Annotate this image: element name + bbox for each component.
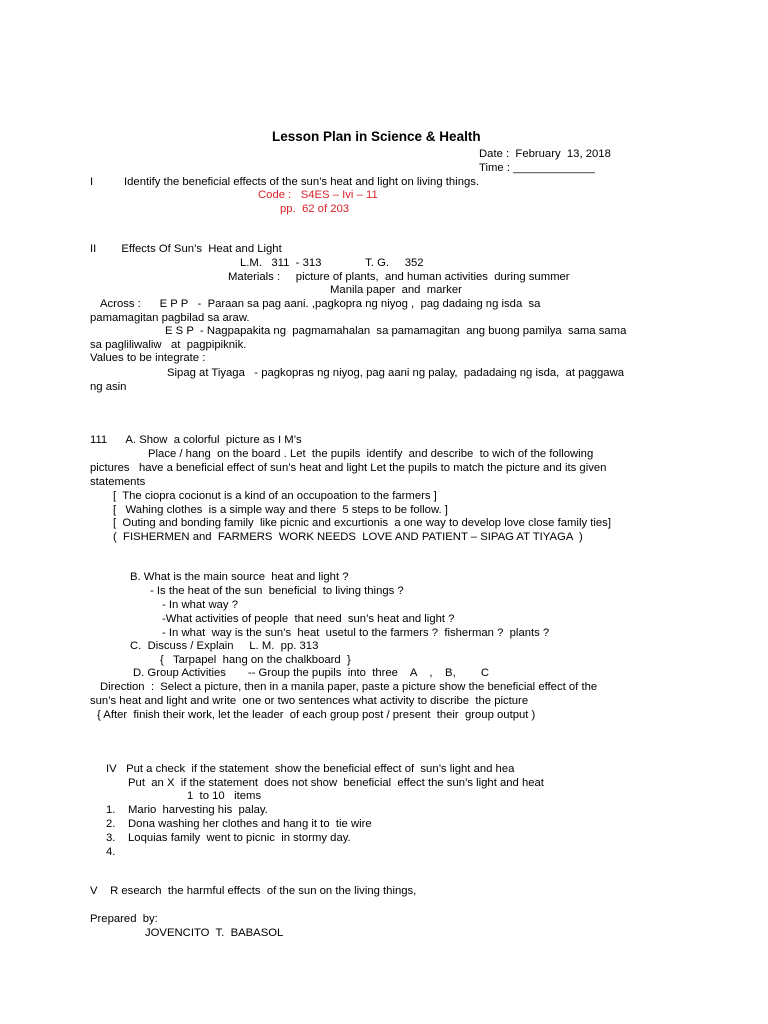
date-line: Date : February 13, 2018: [479, 148, 611, 160]
section-iii-c-heading: C. Discuss / Explain L. M. pp. 313: [130, 640, 319, 652]
section-iv-line: Put an X if the statement does not show beneficial effect the sun’s light and heat: [128, 777, 544, 789]
prepared-by-name: JOVENCITO T. BABASOL: [145, 927, 284, 939]
time-line: Time : _____________: [479, 162, 595, 174]
section-iii-a-line: statements: [90, 476, 146, 488]
section-iii-c-line: { Tarpapel hang on the chalkboard }: [160, 654, 351, 666]
question-item: - In what way is the sun’s heat usetul to the farmers ? fisherman ? plants ?: [162, 627, 550, 639]
statement-item: [ The ciopra cocionut is a kind of an occupoation to the farmers ]: [113, 490, 437, 502]
question-item: - Is the heat of the sun beneficial to living things ?: [150, 585, 404, 597]
document-title: Lesson Plan in Science & Health: [272, 129, 481, 144]
question-item: - In what way ?: [162, 599, 238, 611]
question-item: -What activities of people that need sun’s heat and light ?: [162, 613, 455, 625]
direction-line: { After finish their work, let the leader of each group post / present their group output ): [97, 709, 536, 721]
values-line: Sipag at Tiyaga - pagkopras ng niyog, pag aani ng palay, padadaing ng isda, at paggawa: [167, 367, 625, 379]
values-line-2: ng asin: [90, 381, 127, 393]
test-item-text: Loquias family went to picnic in stormy day.: [128, 832, 351, 844]
test-item-number: 1.: [106, 804, 116, 816]
section-ii-heading: II Effects Of Sun’s Heat and Light: [90, 243, 282, 255]
test-item-number: 4.: [106, 846, 116, 858]
test-item-text: Dona washing her clothes and hang it to tie wire: [128, 818, 372, 830]
across-esp-line-2: sa pagliliwaliw at pagpipiknik.: [90, 339, 247, 351]
curriculum-code: Code : S4ES – Ivi – 11: [258, 189, 378, 201]
section-iii-a-heading: 111 A. Show a colorful picture as I M’s: [90, 434, 302, 446]
statement-item: [ Wahing clothes is a simple way and there 5 steps to be follow. ]: [113, 504, 448, 516]
section-iv-line: IV Put a check if the statement show the beneficial effect of sun’s light and hea: [106, 763, 515, 775]
direction-line: Direction : Select a picture, then in a manila paper, paste a picture show the beneficial effect of the: [100, 681, 598, 693]
statement-item: [ Outing and bonding family like picnic and excurtionis a one way to develop love close family ties]: [113, 517, 611, 529]
test-item-text: Mario harvesting his palay.: [128, 804, 268, 816]
test-item-number: 3.: [106, 832, 116, 844]
direction-line: sun’s heat and light and write one or two sentences what activity to discribe the picture: [90, 695, 529, 707]
across-esp-line: E S P - Nagpapakita ng pagmamahalan sa pamamagitan ang buong pamilya sama sama: [165, 325, 627, 337]
section-v-line: V R esearch the harmful effects of the sun on the living things,: [90, 885, 417, 897]
section-iv-line: 1 to 10 items: [187, 790, 262, 802]
reference-pages: L.M. 311 - 313 T. G. 352: [240, 257, 424, 269]
section-iii-d-heading: D. Group Activities -- Group the pupils into three A , B, C: [133, 667, 489, 679]
prepared-by-label: Prepared by:: [90, 913, 158, 925]
section-iii-a-line: Place / hang on the board . Let the pupils identify and describe to wich of the following: [148, 448, 594, 460]
objective-text: Identify the beneficial effects of the sun’s heat and light on living things.: [124, 176, 480, 188]
section-iii-b-heading: B. What is the main source heat and light ?: [130, 571, 349, 583]
section-iii-a-line: pictures have a beneficial effect of sun’s heat and light Let the pupils to match the picture and its given: [90, 462, 607, 474]
curriculum-pages: pp. 62 of 203: [280, 203, 350, 215]
statement-item: ( FISHERMEN and FARMERS WORK NEEDS LOVE AND PATIENT – SIPAG AT TIYAGA ): [113, 531, 583, 543]
materials-line: Materials : picture of plants, and human activities during summer: [228, 271, 570, 283]
across-epp-line-2: pamamagitan pagbilad sa araw.: [90, 312, 250, 324]
materials-line-2: Manila paper and marker: [330, 284, 462, 296]
test-item-number: 2.: [106, 818, 116, 830]
values-label: Values to be integrate :: [90, 352, 206, 364]
objective-numeral: I: [90, 176, 94, 188]
across-epp-line: Across : E P P - Paraan sa pag aani. ,pagkopra ng niyog , pag dadaing ng isda sa: [100, 298, 541, 310]
